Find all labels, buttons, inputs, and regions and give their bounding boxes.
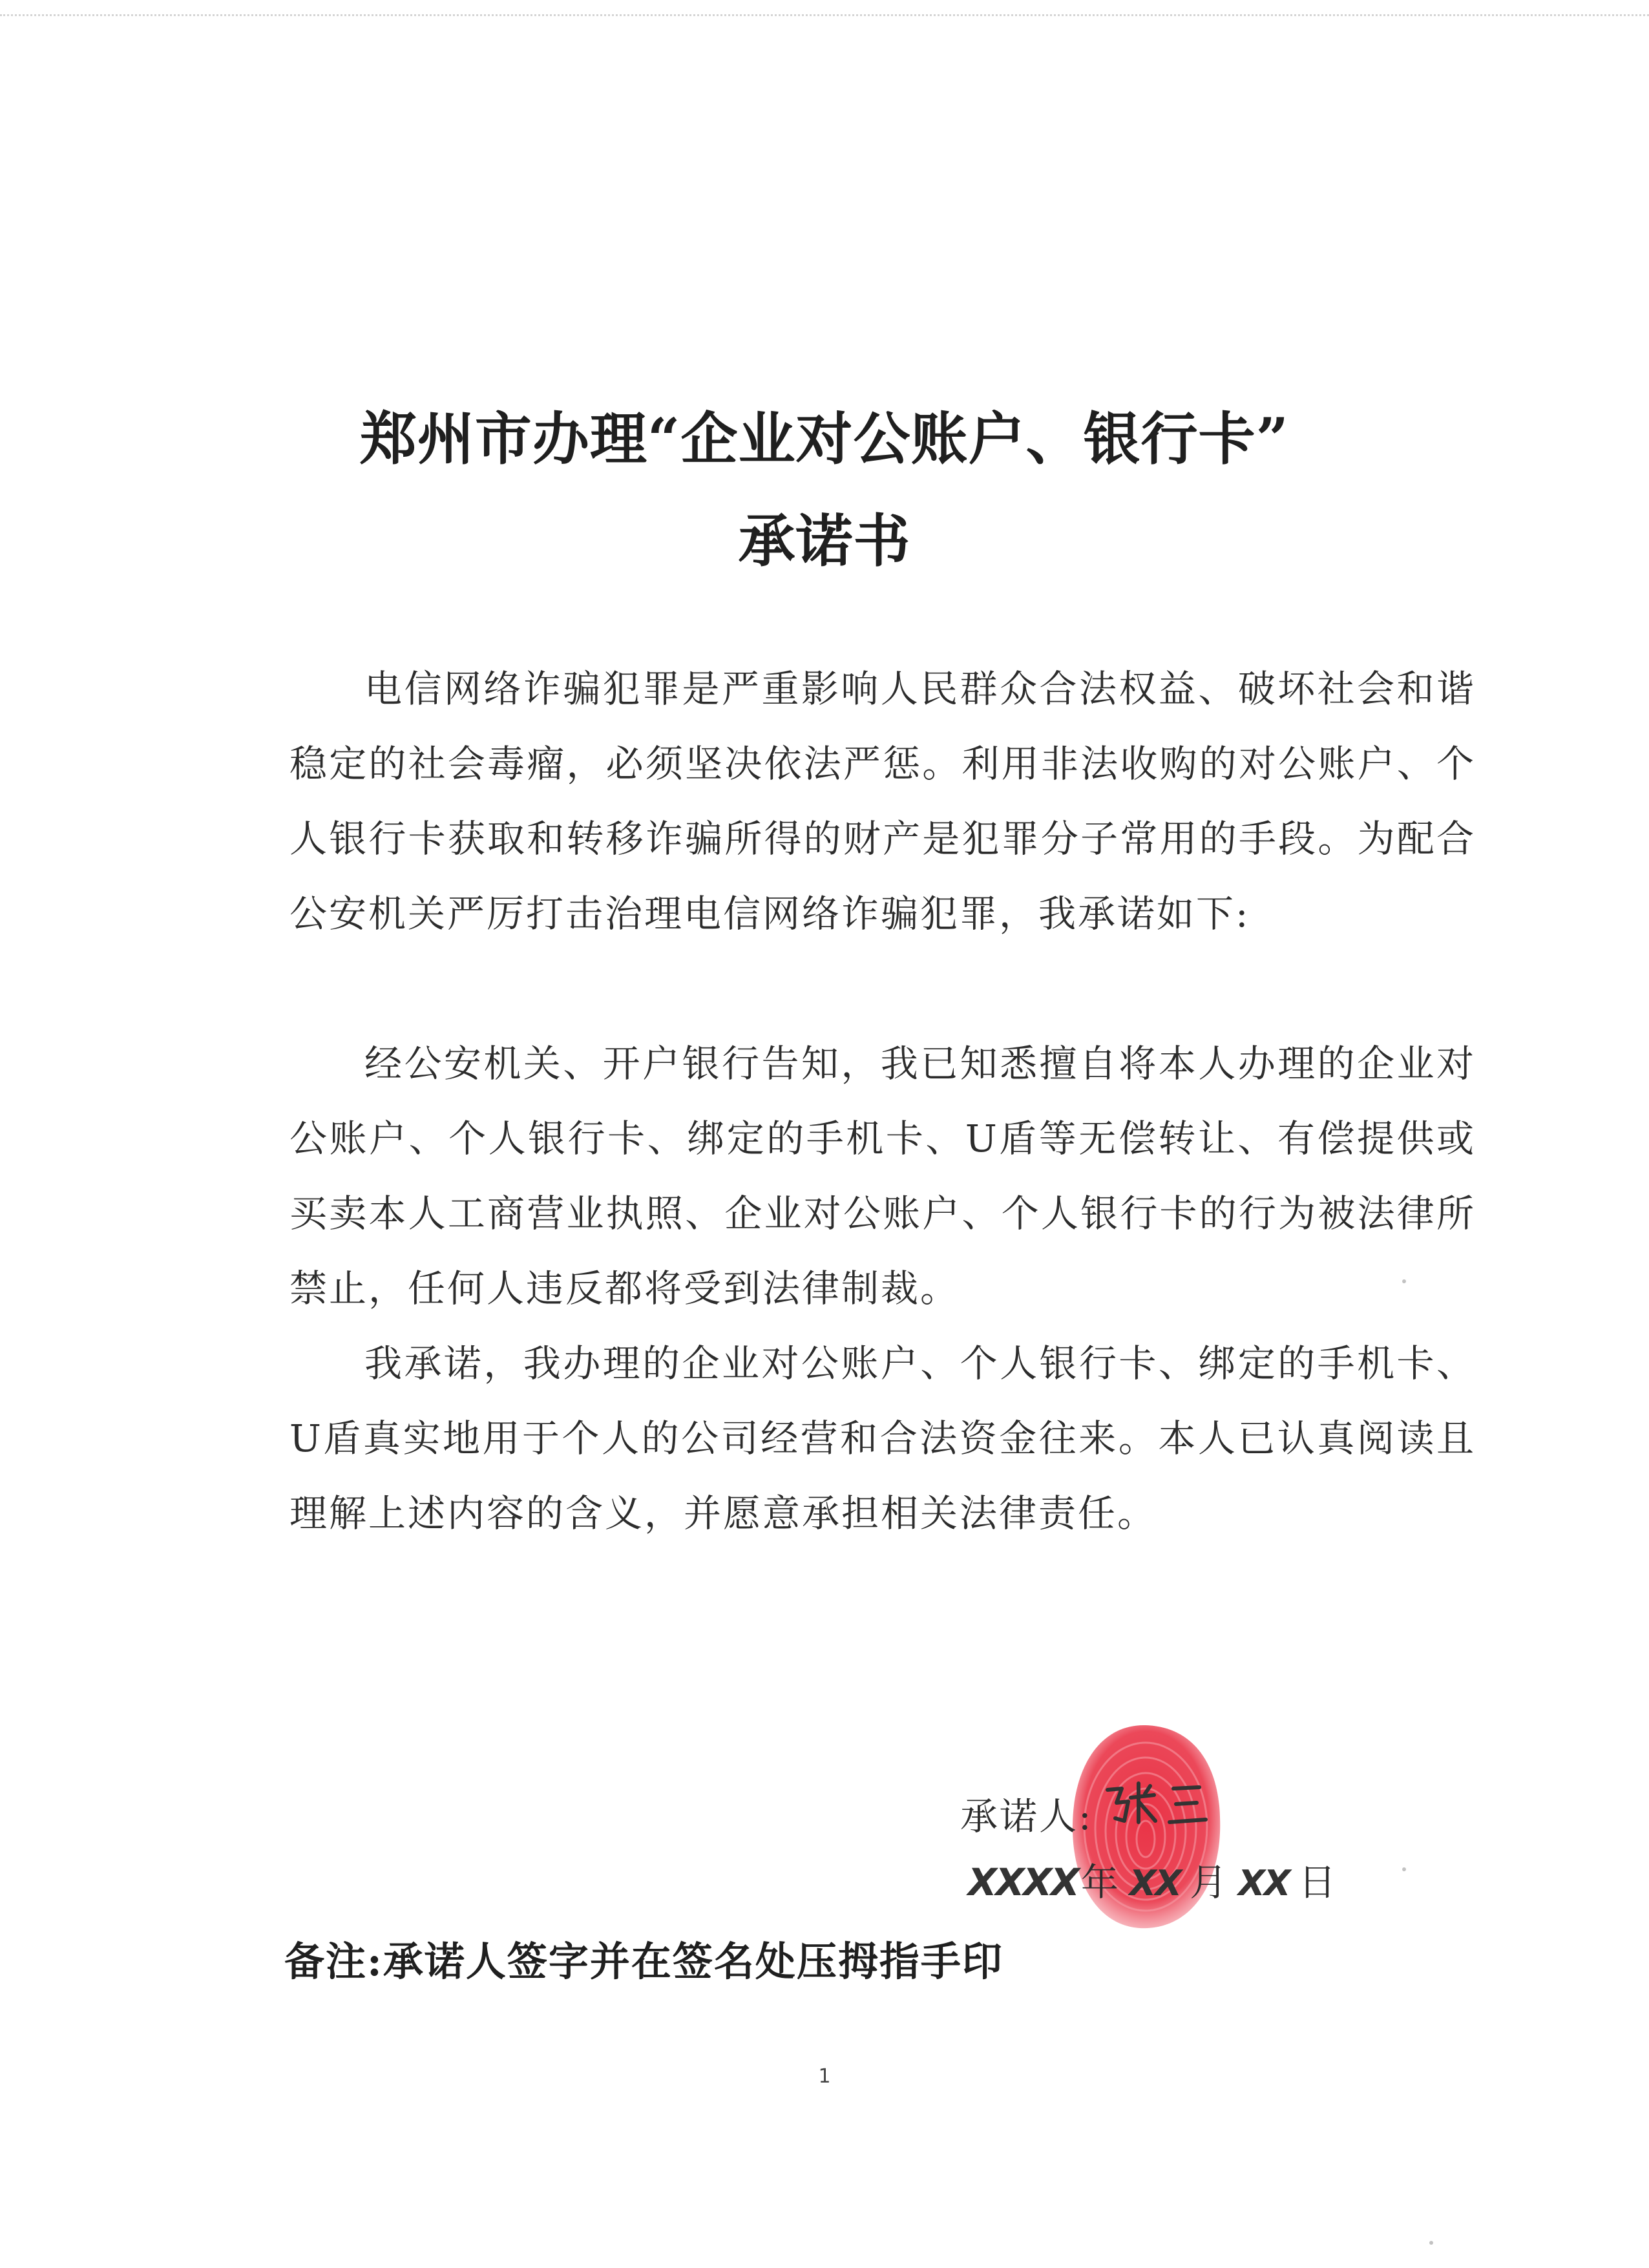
paragraph-2-text: 经公安机关、开户银行告知，我已知悉擅自将本人办理的企业对公账户、个人银行卡、绑定的手机卡、U盾等无偿转让、有偿提供或买卖本人工商营业执照、企业对公账户、个人银行卡的行为被法律所禁止，任何人违反都将受到法律制裁。 [289, 1042, 1476, 1310]
handwritten-month: XX [1129, 1863, 1181, 1904]
document-subtitle: 承诺书 [738, 507, 911, 574]
date-line [968, 1852, 1338, 1906]
month-label: 月 [1190, 1860, 1230, 1904]
remark-note: 备注:承诺人签字并在签名处压拇指手印 [284, 1938, 1003, 1985]
scan-speck [1429, 2241, 1433, 2245]
page-number: 1 [818, 2065, 831, 2088]
paragraph-3 [289, 1326, 1476, 1551]
paragraph-1-text: 电信网络诈骗犯罪是严重影响人民群众合法权益、破坏社会和谐稳定的社会毒瘤，必须坚决依法严惩。利用非法收购的对公账户、个人银行卡获取和转移诈骗所得的财产是犯罪分子常用的手段。为配合公安机关严厉打击治理电信网络诈骗犯罪，我承诺如下: [289, 667, 1476, 936]
paragraph-1 [289, 651, 1476, 951]
day-label: 日 [1298, 1860, 1338, 1904]
scan-speck [1402, 1867, 1406, 1871]
year-label: 年 [1080, 1860, 1120, 1904]
paragraph-3-text: 我承诺，我办理的企业对公账户、个人银行卡、绑定的手机卡、U盾真实地用于个人的公司经营和合法资金往来。本人已认真阅读且理解上述内容的含义，并愿意承担相关法律责任。 [289, 1341, 1476, 1535]
handwritten-signature [1102, 1776, 1219, 1834]
handwritten-year: XXXX [968, 1860, 1078, 1904]
scan-edge-line [0, 14, 1649, 16]
scan-speck [1402, 1279, 1406, 1283]
document-title: 郑州市办理“企业对公账户、银行卡” [359, 405, 1290, 472]
handwritten-day: XX [1238, 1863, 1290, 1904]
signer-label: 承诺人: [960, 1794, 1093, 1838]
paragraph-2 [289, 1026, 1476, 1326]
